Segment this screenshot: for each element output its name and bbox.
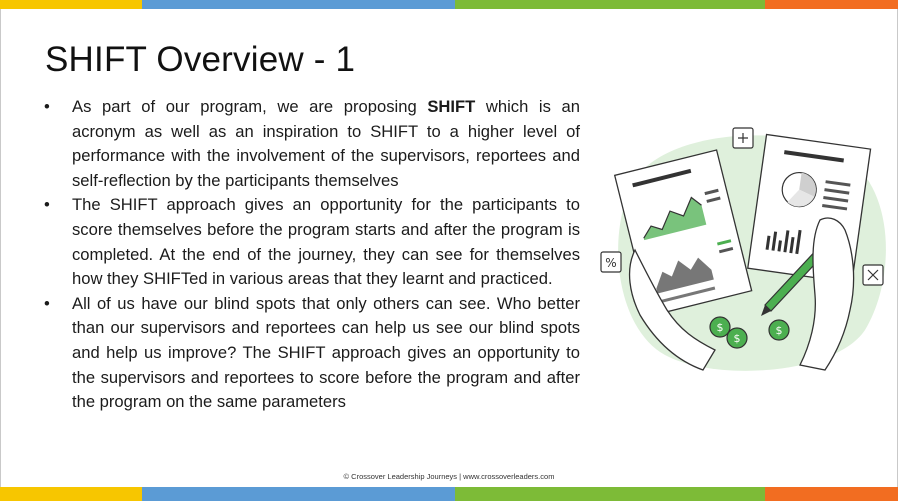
bottom-color-stripe: [0, 487, 898, 501]
bullet-dot: •: [44, 293, 50, 313]
financial-report-illustration: [595, 120, 890, 380]
svg-text:$: $: [775, 324, 783, 337]
top-color-stripe: [0, 0, 898, 9]
bullet-dot: •: [44, 97, 50, 116]
bullet-item: [40, 95, 580, 193]
bullet-list: [40, 95, 580, 415]
slide-footer: © Crossover Leadership Journeys | www.crossoverleaders.com: [343, 472, 555, 481]
bullet-text: which is an acronym as well as an inspiration to SHIFT to a higher level of performance with the involvement of the supervisors, reportees and self-reflection by the participants themselves: [72, 97, 581, 190]
svg-text:$: $: [716, 321, 724, 334]
bullet-item: [40, 292, 580, 415]
bullet-text: All of us have our blind spots that only others can see. Who better than our supervisors and reportees can help us see our blind spots and help us improve? The SHIFT approach gives an opportunity to the supervisors and reportees to score before the program and after the program on the same parameters: [72, 293, 580, 412]
bullet-item: [40, 193, 580, 291]
bullet-dot: •: [44, 195, 50, 215]
svg-text:%: %: [605, 256, 617, 270]
slide-title: SHIFT Overview - 1: [45, 40, 356, 79]
bullet-bold-text: SHIFT: [427, 97, 476, 116]
bullet-text: As part of our program, we are proposing: [72, 97, 428, 116]
svg-text:$: $: [733, 332, 741, 345]
bullet-text: The SHIFT approach gives an opportunity for the participants to score themselves before the program starts and after the program is completed. At the end of the journey, they can see for themselves how they SHIFTed in various areas that they learnt and practiced.: [72, 195, 580, 289]
